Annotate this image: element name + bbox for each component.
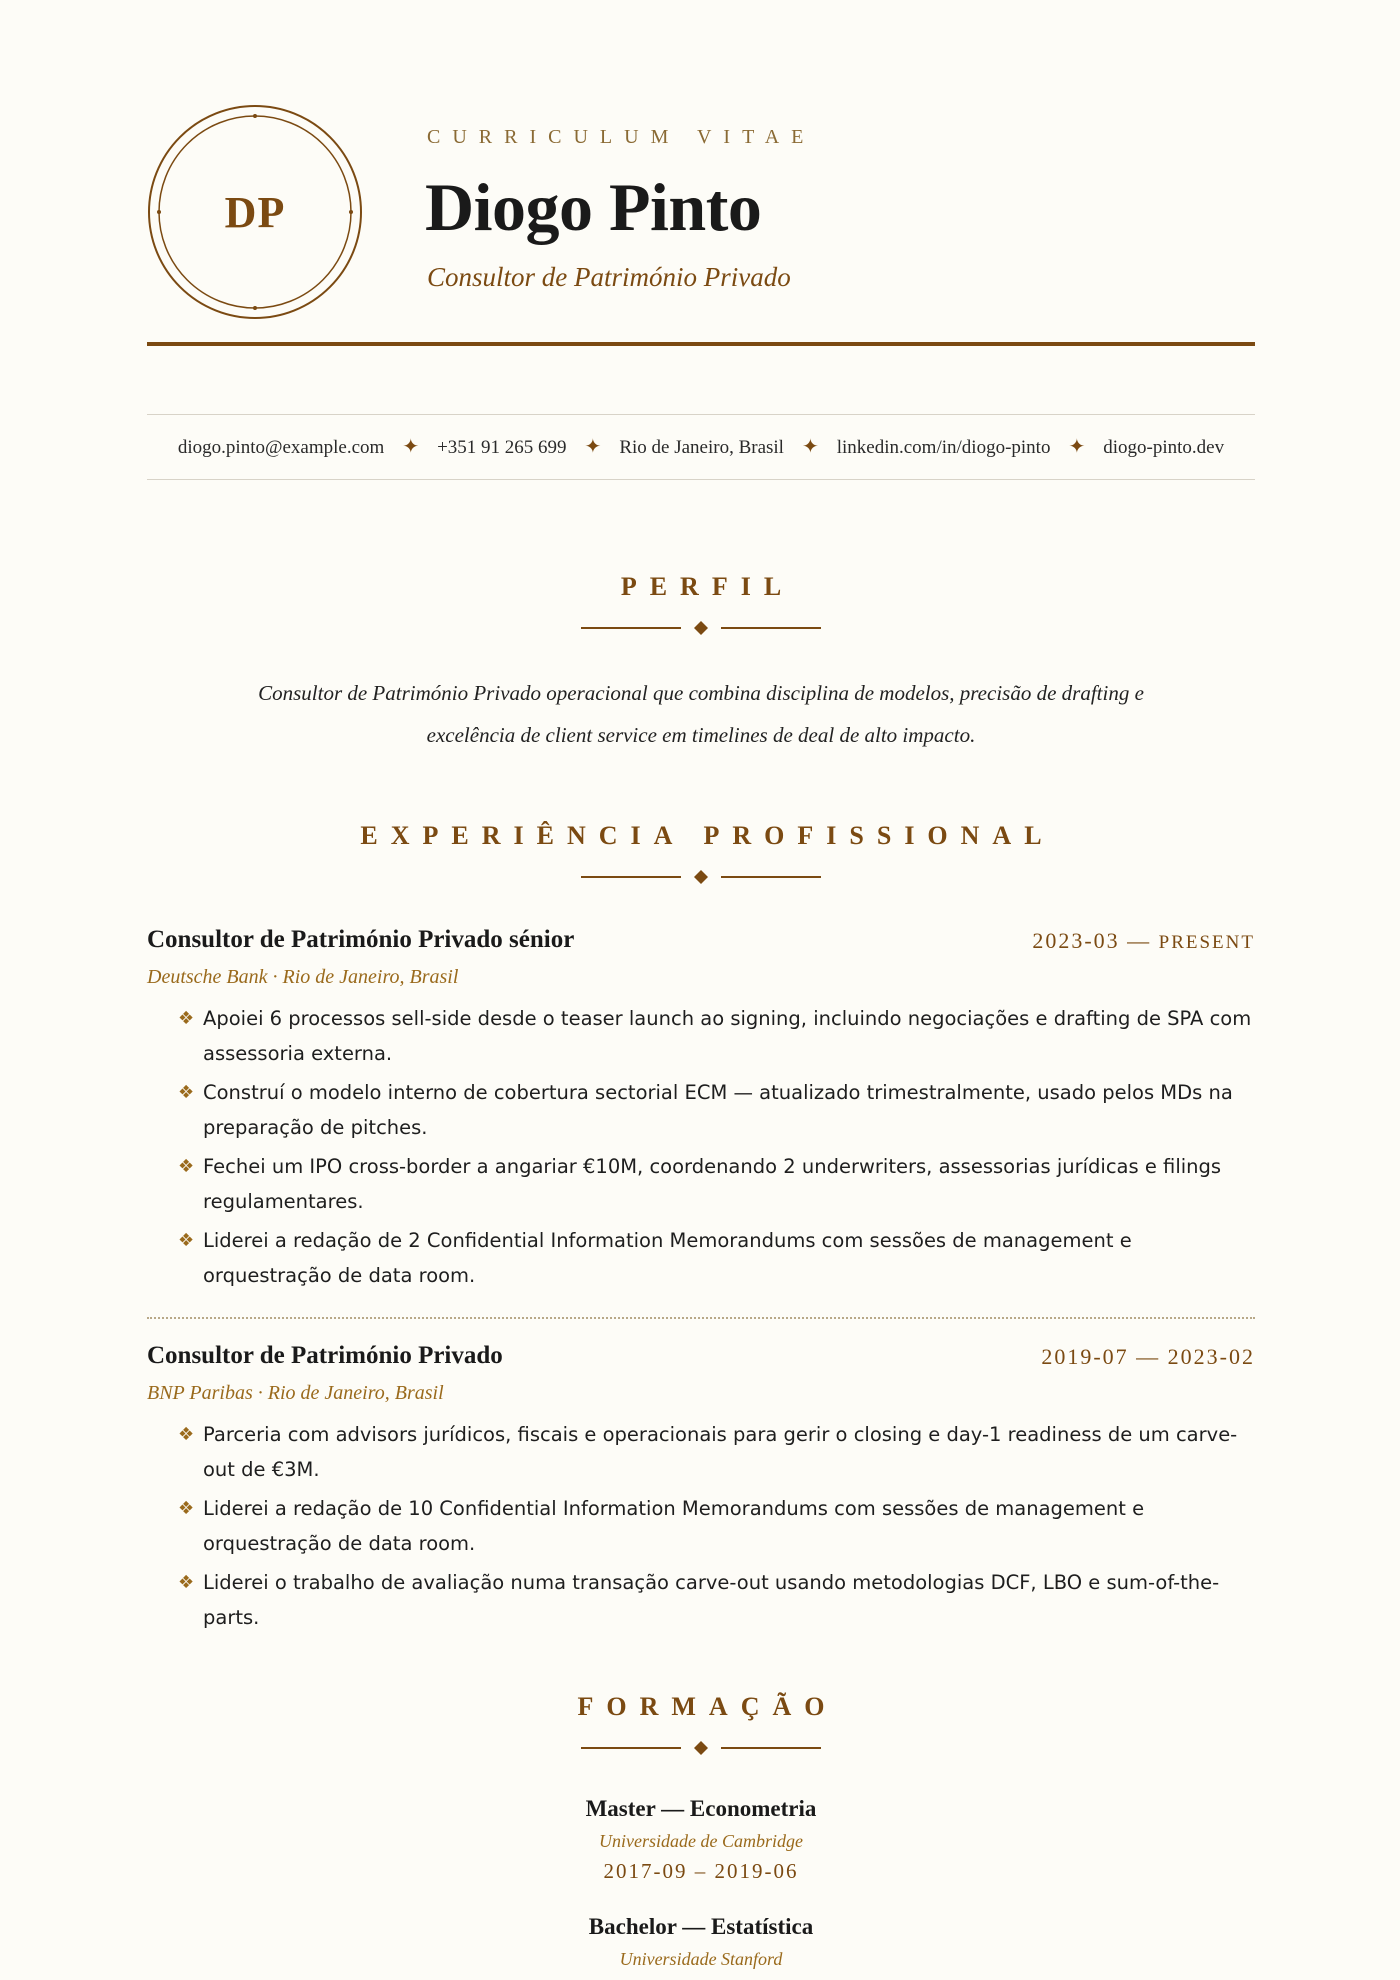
sparkle-separator-icon: ✦ — [1068, 436, 1086, 458]
diamond-bullet-icon: ❖ — [178, 1008, 195, 1029]
diamond-divider-icon — [581, 869, 821, 885]
header-rule — [147, 342, 1255, 346]
diamond-divider-icon — [581, 1740, 821, 1756]
job-bullet: ❖ Liderei o trabalho de avaliação numa transação carve-out usando metodologias DCF, LBO e sum-of-the-parts. — [181, 1565, 1255, 1635]
section-title-experience: EXPERIÊNCIA PROFISSIONAL — [360, 821, 1055, 850]
job-bullets — [147, 1417, 1255, 1635]
education-degree: Bachelor — Estatística — [588, 1914, 814, 1939]
contact-phone[interactable]: +351 91 265 699 — [437, 437, 567, 458]
education-section-header — [147, 1692, 1255, 1756]
diamond-bullet-icon: ❖ — [178, 1424, 195, 1445]
education-school: Universidade Stanford — [619, 1949, 783, 1969]
diamond-bullet-icon: ❖ — [178, 1230, 195, 1251]
job-bullet: ❖ Construí o modelo interno de cobertura sectorial ECM — atualizado trimestralmente, usado pelos MDs na preparação de pitches. — [181, 1075, 1255, 1145]
job-bullets — [147, 1001, 1255, 1293]
job-date-separator: — — [1127, 928, 1152, 953]
job-entry — [147, 1342, 1255, 1639]
cv-label: CURRICULUM VITAE — [427, 126, 816, 148]
job-organization: BNP Paribas · Rio de Janeiro, Brasil — [147, 1382, 444, 1404]
contact-email[interactable]: diogo.pinto@example.com — [177, 437, 385, 458]
resume-page — [147, 0, 1255, 1969]
job-role: Consultor de Património Privado — [147, 1342, 503, 1369]
job-entry — [147, 926, 1255, 1297]
contact-location: Rio de Janeiro, Brasil — [619, 437, 784, 458]
experience-section-header — [147, 821, 1255, 885]
profile-section-header — [147, 572, 1255, 636]
education-school: Universidade de Cambridge — [599, 1831, 803, 1851]
candidate-name: Diogo Pinto — [425, 169, 762, 245]
job-date-end: PRESENT — [1158, 932, 1255, 953]
contact-linkedin[interactable]: linkedin.com/in/diogo-pinto — [836, 437, 1051, 458]
job-dates — [1041, 1344, 1255, 1370]
resume-header — [147, 0, 1255, 348]
section-title-profile: PERFIL — [620, 572, 795, 601]
job-dates — [1032, 928, 1255, 954]
sparkle-separator-icon: ✦ — [402, 436, 420, 458]
job-date-start: 2019-07 — [1041, 1344, 1129, 1369]
sparkle-separator-icon: ✦ — [584, 436, 602, 458]
job-bullet: ❖ Fechei um IPO cross-border a angariar €10M, coordenando 2 underwriters, assessorias jurídicas e filings regulamentares. — [181, 1149, 1255, 1219]
education-entry — [147, 1796, 1255, 1884]
job-date-end: 2023-02 — [1167, 1344, 1255, 1369]
job-bullet: ❖ Liderei a redação de 10 Confidential Information Memorandums com sessões de management e orquestração de data room. — [181, 1491, 1255, 1561]
job-bullet: ❖ Parceria com advisors jurídicos, fiscais e operacionais para gerir o closing e day-1 readiness de um carve-out de €3M. — [181, 1417, 1255, 1487]
job-role: Consultor de Património Privado sénior — [147, 926, 575, 953]
section-title-education: FORMAÇÃO — [577, 1692, 838, 1721]
sparkle-separator-icon: ✦ — [801, 436, 819, 458]
education-degree: Master — Econometria — [585, 1796, 817, 1821]
job-bullet: ❖ Liderei a redação de 2 Confidential Information Memorandums com sessões de management e orquestração de data room. — [181, 1223, 1255, 1293]
contact-bar — [147, 414, 1255, 480]
monogram-badge — [147, 104, 363, 320]
education-dates: 2017-09 – 2019-06 — [603, 1859, 799, 1883]
education-entry — [147, 1914, 1255, 1970]
job-organization: Deutsche Bank · Rio de Janeiro, Brasil — [147, 966, 459, 988]
job-divider — [147, 1317, 1255, 1319]
job-date-start: 2023-03 — [1032, 928, 1120, 953]
diamond-bullet-icon: ❖ — [178, 1156, 195, 1177]
monogram-initials: DP — [224, 187, 286, 237]
job-date-separator: — — [1136, 1344, 1161, 1369]
diamond-bullet-icon: ❖ — [178, 1498, 195, 1519]
diamond-bullet-icon: ❖ — [178, 1572, 195, 1593]
diamond-divider-icon — [581, 620, 821, 636]
candidate-title: Consultor de Património Privado — [427, 262, 791, 292]
diamond-bullet-icon: ❖ — [178, 1082, 195, 1103]
contact-website[interactable]: diogo-pinto.dev — [1103, 437, 1225, 458]
profile-summary: Consultor de Património Privado operacional que combina disciplina de modelos, precisão de drafting e excelência de client service em timelines de deal de alto impacto. — [258, 681, 1144, 747]
job-bullet: ❖ Apoiei 6 processos sell-side desde o teaser launch ao signing, incluindo negociações e drafting de SPA com assessoria externa. — [181, 1001, 1255, 1071]
